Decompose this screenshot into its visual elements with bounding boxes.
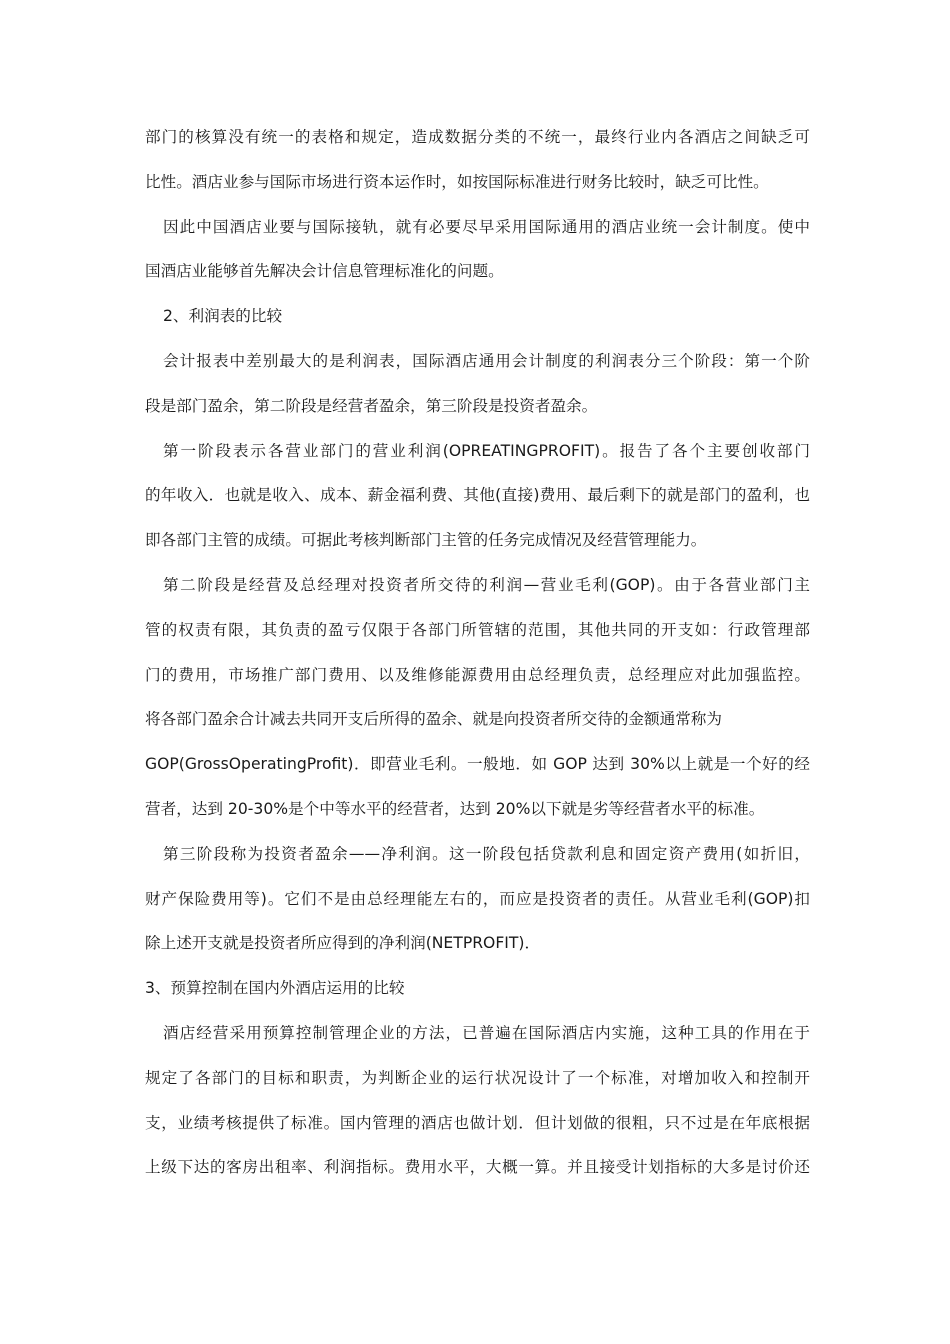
text-line: 将各部门盈余合计减去共同开支后所得的盈余、就是向投资者所交待的金额通常称为 (145, 710, 722, 729)
text-line: 会计报表中差别最大的是利润表，国际酒店通用会计制度的利润表分三个阶段：第一个阶 (163, 351, 810, 370)
text-line: 即各部门主管的成绩。可据此考核判断部门主管的任务完成情况及经营管理能力。 (145, 531, 707, 550)
text-line: 的年收入．也就是收入、成本、薪金福利费、其他(直接)费用、最后剩下的就是部门的盈利，也 (145, 486, 810, 505)
text-line: 段是部门盈余，第二阶段是经营者盈余，第三阶段是投资者盈余。 (145, 396, 598, 415)
text-line: 门的费用，市场推广部门费用、以及维修能源费用由总经理负责，总经理应对此加强监控。 (145, 665, 810, 684)
text-line: 比性。酒店业参与国际市场进行资本运作时，如按国际标准进行财务比较时，缺乏可比性。 (145, 172, 769, 191)
text-line: 因此中国酒店业要与国际接轨，就有必要尽早采用国际通用的酒店业统一会计制度。使中 (163, 217, 810, 236)
text-line: GOP(GrossOperatingProfit)．即营业毛利。一般地．如 GOP 达到 30%以上就是一个好的经 (145, 755, 810, 774)
text-line: 支，业绩考核提供了标准。国内管理的酒店也做计划．但计划做的很粗，只不过是在年底根据 (145, 1113, 810, 1132)
text-line: 财产保险费用等)。它们不是由总经理能左右的，而应是投资者的责任。从营业毛利(GOP)扣 (145, 889, 810, 908)
text-line: 酒店经营采用预算控制管理企业的方法，已普遍在国际酒店内实施，这种工具的作用在于 (163, 1023, 810, 1042)
text-line: 第二阶段是经营及总经理对投资者所交待的利润—营业毛利(GOP)。由于各营业部门主 (163, 575, 810, 594)
text-line: 2、利润表的比较 (163, 307, 283, 326)
text-line: 规定了各部门的目标和职责，为判断企业的运行状况设计了一个标准，对增加收入和控制开 (145, 1068, 810, 1087)
text-line: 上级下达的客房出租率、利润指标。费用水平，大概一算。并且接受计划指标的大多是讨价还 (145, 1158, 810, 1177)
text-line: 国酒店业能够首先解决会计信息管理标准化的问题。 (145, 262, 504, 281)
text-line: 营者，达到 20-30%是个中等水平的经营者，达到 20%以下就是劣等经营者水平的标准。 (145, 799, 765, 818)
text-line: 第一阶段表示各营业部门的营业利润(OPREATINGPROFIT)。报告了各个主要创收部门 (163, 441, 810, 460)
text-line: 除上述开支就是投资者所应得到的净利润(NETPROFIT)． (145, 934, 541, 953)
document-body (145, 122, 810, 1197)
text-line: 第三阶段称为投资者盈余——净利润。这一阶段包括贷款利息和固定资产费用(如折旧， (163, 844, 810, 863)
text-line: 管的权责有限，其负责的盈亏仅限于各部门所管辖的范围，其他共同的开支如：行政管理部 (145, 620, 810, 639)
text-line: 部门的核算没有统一的表格和规定，造成数据分类的不统一，最终行业内各酒店之间缺乏可 (145, 128, 810, 146)
text-line: 3、预算控制在国内外酒店运用的比较 (145, 979, 405, 998)
